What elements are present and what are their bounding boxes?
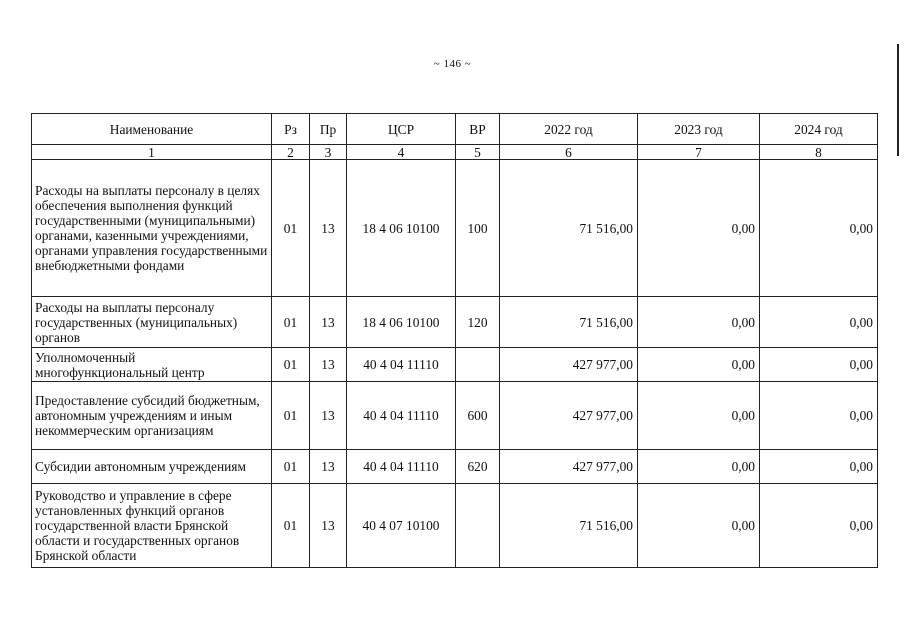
- column-number: 6: [500, 145, 638, 160]
- row-pr: 13: [310, 348, 347, 382]
- header-2023: 2023 год: [638, 114, 760, 145]
- row-rz: 01: [272, 382, 310, 450]
- row-rz: 01: [272, 348, 310, 382]
- row-vr: [456, 348, 500, 382]
- row-name: Расходы на выплаты персоналу государственных (муниципальных) органов: [32, 297, 272, 348]
- column-number-row: [32, 145, 878, 160]
- row-rz: 01: [272, 450, 310, 484]
- table-row: [32, 348, 878, 382]
- table-row: [32, 450, 878, 484]
- row-vr: 120: [456, 297, 500, 348]
- table-row: [32, 382, 878, 450]
- row-2024: 0,00: [760, 450, 878, 484]
- table-header-row: [32, 114, 878, 145]
- column-number: 1: [32, 145, 272, 160]
- row-pr: 13: [310, 450, 347, 484]
- row-2023: 0,00: [638, 160, 760, 297]
- row-csr: 40 4 04 11110: [347, 382, 456, 450]
- row-name: Уполномоченный многофункциональный центр: [32, 348, 272, 382]
- row-vr: [456, 484, 500, 568]
- row-name: Руководство и управление в сфере установленных функций органов государственной власти Брянской области и государственных органов Брянской области: [32, 484, 272, 568]
- column-number: 5: [456, 145, 500, 160]
- column-number: 8: [760, 145, 878, 160]
- row-2024: 0,00: [760, 160, 878, 297]
- row-2022: 71 516,00: [500, 484, 638, 568]
- row-csr: 40 4 07 10100: [347, 484, 456, 568]
- row-2024: 0,00: [760, 484, 878, 568]
- row-name: Предоставление субсидий бюджетным, автономным учреждениям и иным некоммерческим организациям: [32, 382, 272, 450]
- row-csr: 40 4 04 11110: [347, 450, 456, 484]
- row-csr: 18 4 06 10100: [347, 160, 456, 297]
- row-2022: 427 977,00: [500, 382, 638, 450]
- row-2023: 0,00: [638, 348, 760, 382]
- scan-edge-mark: [897, 44, 899, 156]
- column-number: 3: [310, 145, 347, 160]
- row-name: Расходы на выплаты персоналу в целях обеспечения выполнения функций государственными (муниципальными) органами, казенными учреждениями, органами управления государственными внебюджетными фондами: [32, 160, 272, 297]
- column-number: 7: [638, 145, 760, 160]
- row-2022: 71 516,00: [500, 297, 638, 348]
- row-2024: 0,00: [760, 297, 878, 348]
- row-2023: 0,00: [638, 484, 760, 568]
- table-row: [32, 160, 878, 297]
- row-2024: 0,00: [760, 348, 878, 382]
- header-2022: 2022 год: [500, 114, 638, 145]
- header-vr: ВР: [456, 114, 500, 145]
- row-vr: 600: [456, 382, 500, 450]
- row-rz: 01: [272, 297, 310, 348]
- row-2022: 71 516,00: [500, 160, 638, 297]
- header-rz: Рз: [272, 114, 310, 145]
- header-2024: 2024 год: [760, 114, 878, 145]
- header-name: Наименование: [32, 114, 272, 145]
- row-rz: 01: [272, 484, 310, 568]
- row-name: Субсидии автономным учреждениям: [32, 450, 272, 484]
- column-number: 2: [272, 145, 310, 160]
- row-2022: 427 977,00: [500, 348, 638, 382]
- row-2022: 427 977,00: [500, 450, 638, 484]
- row-2023: 0,00: [638, 382, 760, 450]
- row-vr: 100: [456, 160, 500, 297]
- budget-table: [31, 113, 878, 568]
- column-number: 4: [347, 145, 456, 160]
- row-2023: 0,00: [638, 297, 760, 348]
- row-csr: 40 4 04 11110: [347, 348, 456, 382]
- row-pr: 13: [310, 382, 347, 450]
- row-csr: 18 4 06 10100: [347, 297, 456, 348]
- row-vr: 620: [456, 450, 500, 484]
- row-2023: 0,00: [638, 450, 760, 484]
- row-pr: 13: [310, 297, 347, 348]
- row-pr: 13: [310, 484, 347, 568]
- table-row: [32, 297, 878, 348]
- row-pr: 13: [310, 160, 347, 297]
- row-2024: 0,00: [760, 382, 878, 450]
- header-pr: Пр: [310, 114, 347, 145]
- header-csr: ЦСР: [347, 114, 456, 145]
- page-number: ~ 146 ~: [433, 58, 472, 70]
- table-row: [32, 484, 878, 568]
- row-rz: 01: [272, 160, 310, 297]
